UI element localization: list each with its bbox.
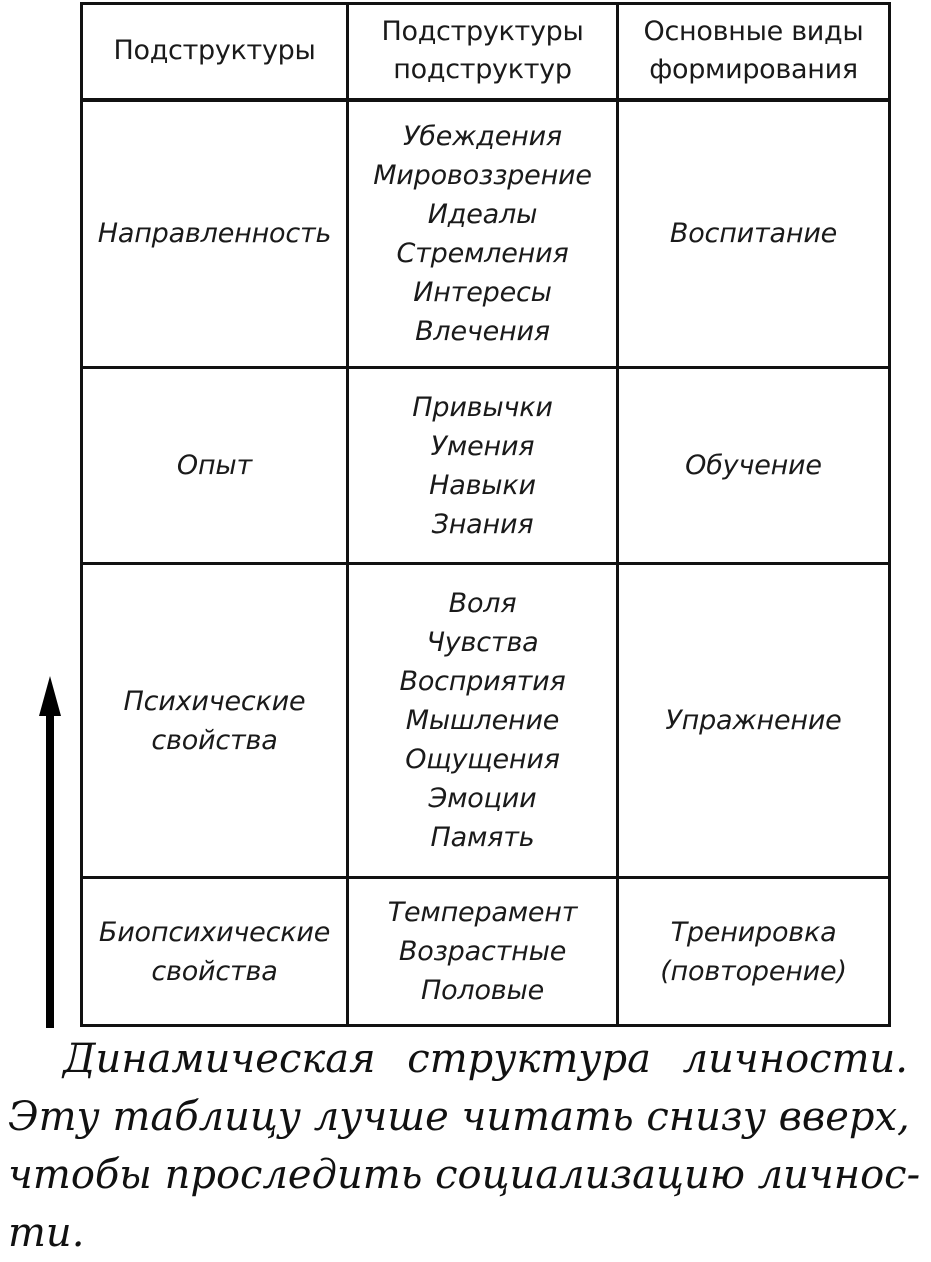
cell-line: Мировоззрение xyxy=(373,159,592,191)
cell-line: Воля xyxy=(448,588,517,619)
formation-cell xyxy=(618,878,890,1026)
cell-line: Убеждения xyxy=(403,120,562,152)
caption-line: ти. xyxy=(8,1210,85,1256)
header-substructures xyxy=(82,4,348,100)
cell-line: Мышление xyxy=(405,705,560,736)
header-line: Подструктуры xyxy=(381,16,584,48)
header-line: Подструктуры xyxy=(113,35,316,67)
formation-cell xyxy=(618,564,890,878)
header-sub-substructures xyxy=(348,4,618,100)
cell-line: Опыт xyxy=(176,450,253,481)
substructure-cell xyxy=(82,368,348,564)
header-line: Основные виды xyxy=(643,16,864,48)
sub-substructures-cell xyxy=(348,878,618,1026)
formation-cell xyxy=(618,368,890,564)
cell-line: Темперамент xyxy=(387,897,578,928)
table-row xyxy=(82,100,890,368)
cell-line: Навыки xyxy=(429,469,536,501)
cell-line: Обучение xyxy=(685,450,822,481)
cell-line: Эмоции xyxy=(428,783,537,814)
sub-substructures-cell xyxy=(348,564,618,878)
cell-line: (повторение) xyxy=(660,955,847,987)
sub-substructures-cell xyxy=(348,100,618,368)
cell-line: свойства xyxy=(151,724,278,756)
cell-line: Тренировка xyxy=(670,916,837,948)
cell-line: Интересы xyxy=(413,276,552,308)
substructure-cell xyxy=(82,878,348,1026)
table-row xyxy=(82,878,890,1026)
sub-substructures-cell xyxy=(348,368,618,564)
formation-cell xyxy=(618,100,890,368)
cell-line: Половые xyxy=(420,975,545,1006)
header-line: формирования xyxy=(649,54,858,86)
cell-line: Направленность xyxy=(97,218,332,250)
cell-line: свойства xyxy=(151,955,278,987)
cell-line: Восприятия xyxy=(399,666,566,697)
cell-line: Упражнение xyxy=(665,705,842,736)
cell-line: Воспитание xyxy=(669,218,838,250)
table-header-row xyxy=(82,4,890,100)
cell-line: Стремления xyxy=(396,237,569,269)
cell-line: Привычки xyxy=(412,391,553,423)
caption-line: чтобы проследить социализацию личнос- xyxy=(8,1152,921,1198)
table-row xyxy=(82,564,890,878)
personality-structure-table xyxy=(80,2,891,1027)
caption-line: Эту таблицу лучше читать снизу вверх, xyxy=(8,1094,910,1140)
cell-line: Психические xyxy=(123,685,306,717)
caption-line: Динамическая структура личности. xyxy=(63,1036,908,1082)
table-caption xyxy=(8,1030,921,1262)
cell-line: Знания xyxy=(431,508,534,540)
cell-line: Биопсихические xyxy=(98,916,331,948)
cell-line: Память xyxy=(430,822,535,853)
substructure-cell xyxy=(82,564,348,878)
cell-line: Чувства xyxy=(426,627,539,658)
cell-line: Возрастные xyxy=(398,936,567,967)
header-formation-types xyxy=(618,4,890,100)
substructure-cell xyxy=(82,100,348,368)
cell-line: Влечения xyxy=(415,315,550,347)
cell-line: Ощущения xyxy=(405,744,560,775)
table-row xyxy=(82,368,890,564)
arrow-up-icon xyxy=(38,676,62,1028)
cell-line: Умения xyxy=(430,430,535,462)
cell-line: Идеалы xyxy=(427,198,538,230)
header-line: подструктур xyxy=(393,54,572,86)
